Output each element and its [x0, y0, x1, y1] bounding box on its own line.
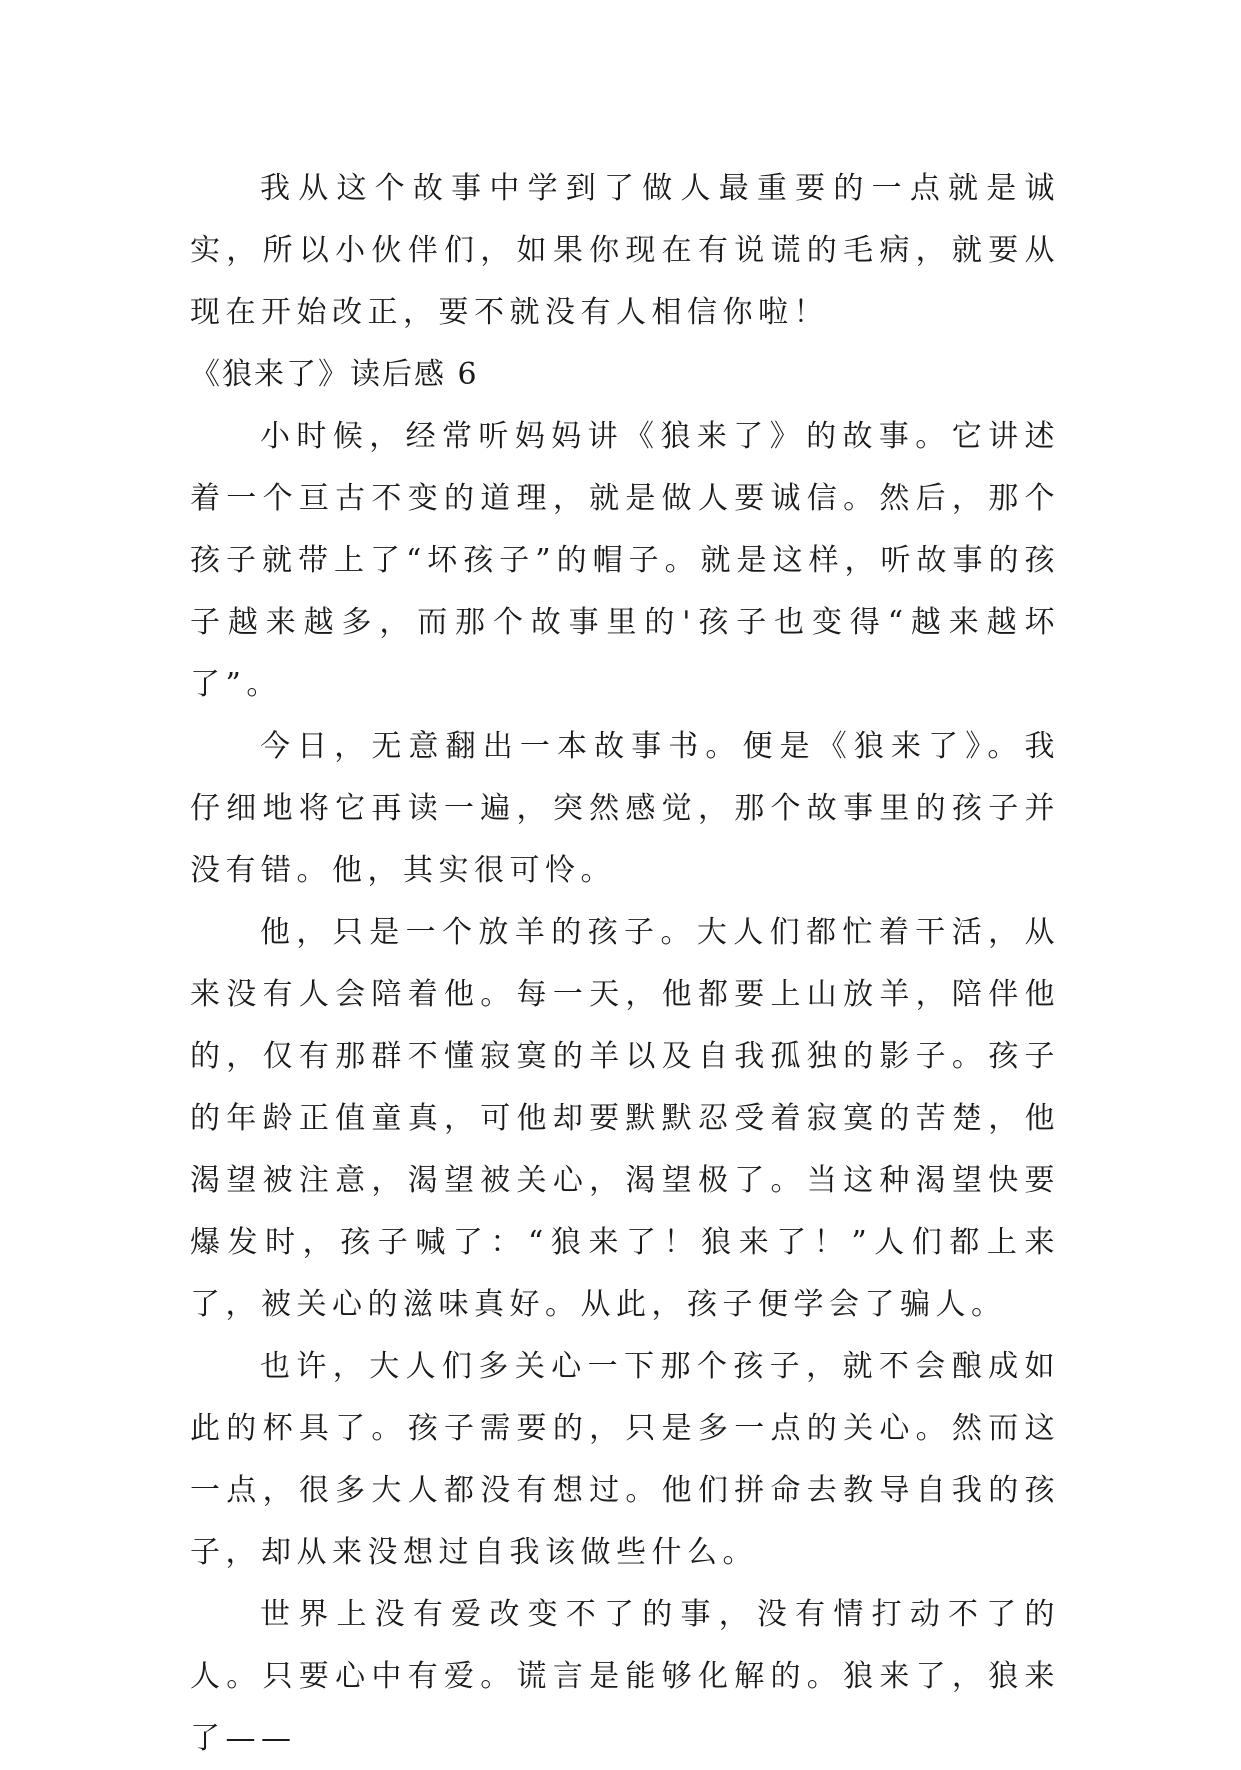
body-paragraph: 今日，无意翻出一本故事书。便是《狼来了》。我仔细地将它再读一遍，突然感觉，那个故事里的孩子并没有错。他，其实很可怜。	[190, 729, 1060, 888]
body-paragraph: 我从这个故事中学到了做人最重要的一点就是诚实，所以小伙伴们，如果你现在有说谎的毛病，就要从现在开始改正，要不就没有人相信你啦！	[190, 171, 1060, 330]
section-heading: 《狼来了》读后感 6	[190, 357, 479, 392]
body-paragraph: 他，只是一个放羊的孩子。大人们都忙着干活，从来没有人会陪着他。每一天，他都要上山放羊，陪伴他的，仅有那群不懂寂寞的羊以及自我孤独的影子。孩子的年龄正值童真，可他却要默默忍受着寂寞的苦楚，他渴望被注意，渴望被关心，渴望极了。当这种渴望快要爆发时，孩子喊了：“狼来了！狼来了！”人们都上来了，被关心的滋味真好。从此，孩子便学会了骗人。	[190, 915, 1060, 1322]
document-page	[190, 158, 1060, 1770]
body-paragraph: 世界上没有爱改变不了的事，没有情打动不了的人。只要心中有爱。谎言是能够化解的。狼来了，狼来了——	[190, 1597, 1060, 1756]
body-paragraph: 也许，大人们多关心一下那个孩子，就不会酿成如此的杯具了。孩子需要的，只是多一点的关心。然而这一点，很多大人都没有想过。他们拼命去教导自我的孩子，却从来没想过自我该做些什么。	[190, 1349, 1060, 1570]
body-paragraph: 小时候，经常听妈妈讲《狼来了》的故事。它讲述着一个亘古不变的道理，就是做人要诚信。然后，那个孩子就带上了“坏孩子”的帽子。就是这样，听故事的孩子越来越多，而那个故事里的'孩子也变得“越来越坏了”。	[190, 419, 1060, 702]
